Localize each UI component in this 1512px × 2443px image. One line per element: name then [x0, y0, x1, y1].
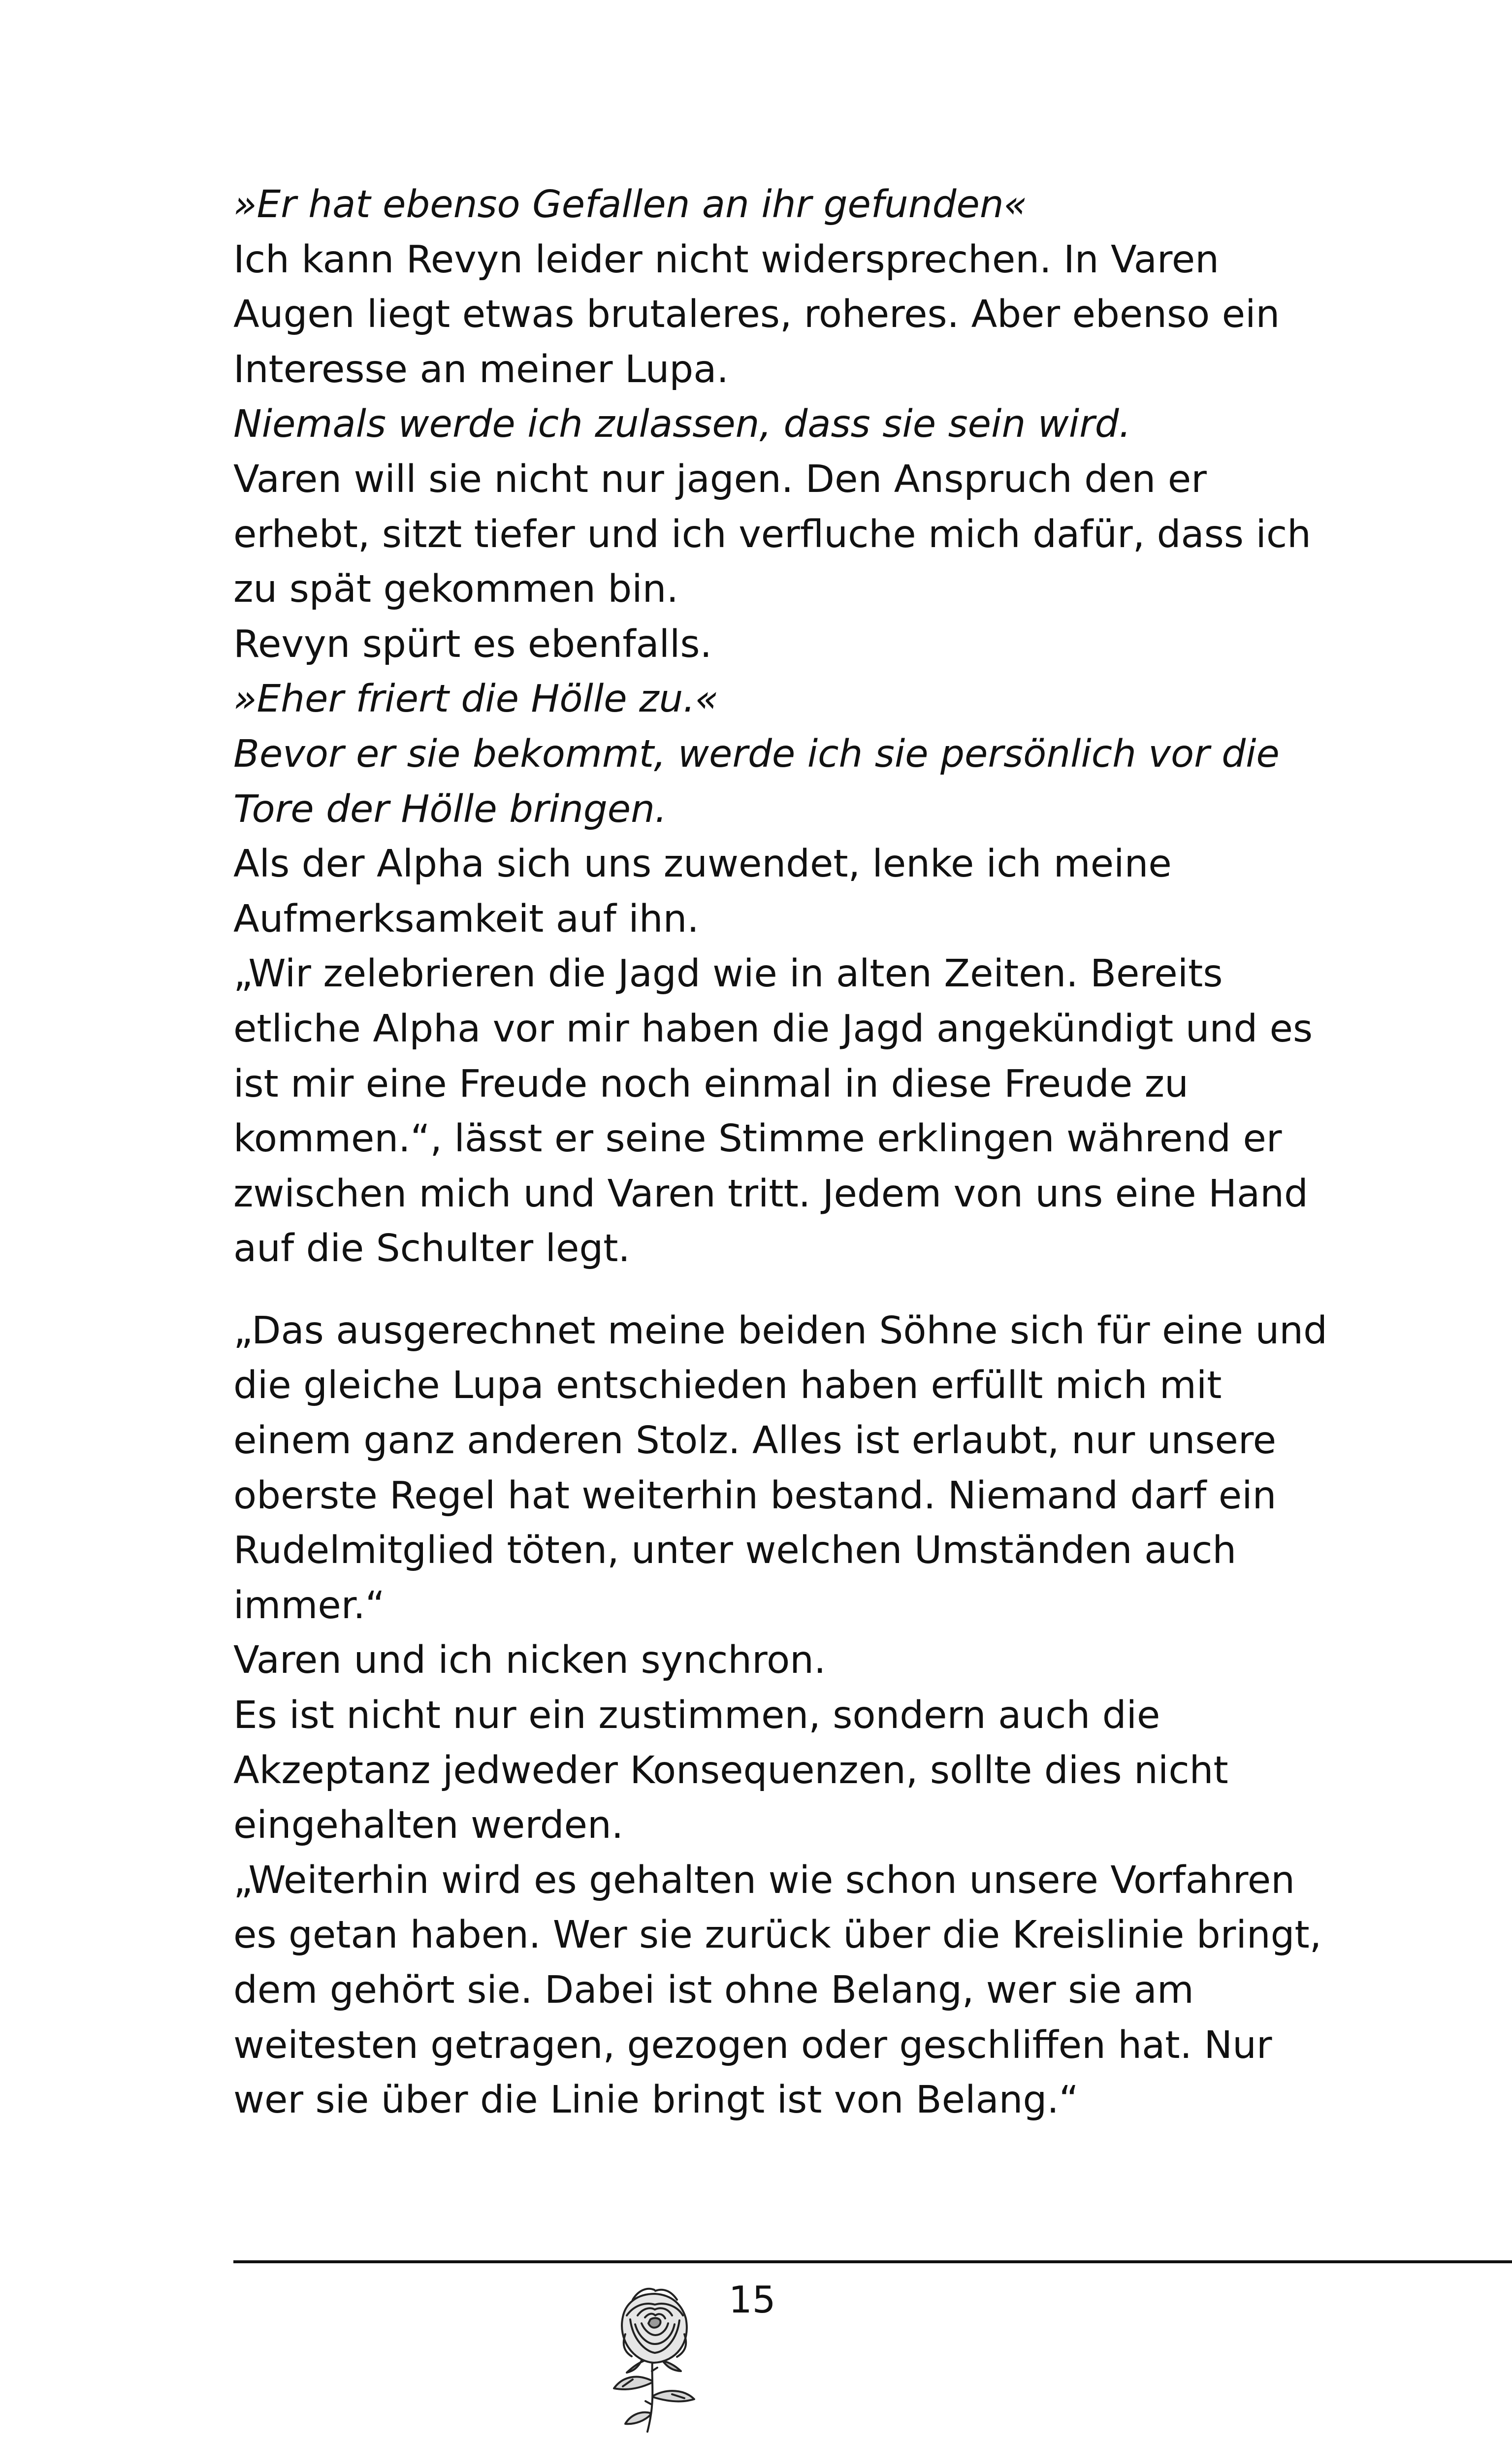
text-line: Tore der Hölle bringen. [233, 787, 667, 831]
text-line: Aufmerksamkeit auf ihn. [233, 897, 699, 941]
text-line: dem gehört sie. Dabei ist ohne Belang, wer sie am [233, 1968, 1194, 2012]
text-line: »Er hat ebenso Gefallen an ihr gefunden« [233, 183, 1028, 227]
text-line: Augen liegt etwas brutaleres, roheres. Aber ebenso ein [233, 293, 1280, 337]
text-line: Revyn spürt es ebenfalls. [233, 622, 712, 666]
rose-icon [603, 2270, 707, 2433]
text-line: kommen.“, lässt er seine Stimme erklingen während er [233, 1117, 1282, 1161]
text-line: »Eher friert die Hölle zu.« [233, 677, 719, 721]
text-line: etliche Alpha vor mir haben die Jagd angekündigt und es [233, 1007, 1313, 1051]
text-line: Varen will sie nicht nur jagen. Den Anspruch den er [233, 457, 1207, 501]
text-line: weitesten getragen, gezogen oder geschliffen hat. Nur [233, 2023, 1272, 2067]
text-line: „Weiterhin wird es gehalten wie schon unsere Vorfahren [233, 1858, 1295, 1902]
paragraph [233, 177, 1341, 1276]
text-line: die gleiche Lupa entschieden haben erfüllt mich mit [233, 1364, 1222, 1408]
text-line: eingehalten werden. [233, 1803, 624, 1848]
text-line: „Das ausgerechnet meine beiden Söhne sich für eine und [233, 1308, 1327, 1353]
text-line: Niemals werde ich zulassen, dass sie sein wird. [233, 402, 1131, 447]
text-line: zu spät gekommen bin. [233, 567, 678, 612]
footer-rule [233, 2260, 1512, 2263]
text-line: Es ist nicht nur ein zustimmen, sondern auch die [233, 1694, 1160, 1738]
body-text [233, 177, 1341, 2128]
text-line: „Wir zelebrieren die Jagd wie in alten Zeiten. Bereits [233, 952, 1223, 996]
text-line: Rudelmitglied töten, unter welchen Umständen auch [233, 1529, 1237, 1573]
text-line: Interesse an meiner Lupa. [233, 347, 729, 391]
text-line: einem ganz anderen Stolz. Alles ist erlaubt, nur unsere [233, 1419, 1277, 1463]
text-line: Bevor er sie bekommt, werde ich sie persönlich vor die [233, 732, 1280, 776]
text-line: wer sie über die Linie bringt ist von Belang.“ [233, 2078, 1079, 2122]
text-line: ist mir eine Freude noch einmal in diese Freude zu [233, 1062, 1189, 1106]
text-line: Akzeptanz jedweder Konsequenzen, sollte dies nicht [233, 1748, 1228, 1792]
text-line: Als der Alpha sich uns zuwendet, lenke ich meine [233, 842, 1172, 886]
text-line: es getan haben. Wer sie zurück über die Kreislinie bringt, [233, 1913, 1322, 1957]
paragraph [233, 1303, 1341, 2128]
page-number: 15 [729, 2278, 776, 2321]
text-line: zwischen mich und Varen tritt. Jedem von uns eine Hand [233, 1172, 1308, 1216]
text-line: Varen und ich nicken synchron. [233, 1638, 826, 1683]
text-line: erhebt, sitzt tiefer und ich verfluche mich dafür, dass ich [233, 512, 1311, 556]
text-line: Ich kann Revyn leider nicht widersprechen. In Varen [233, 237, 1220, 282]
text-line: immer.“ [233, 1583, 385, 1628]
text-line: auf die Schulter legt. [233, 1227, 630, 1271]
text-line: oberste Regel hat weiterhin bestand. Niemand darf ein [233, 1473, 1277, 1518]
